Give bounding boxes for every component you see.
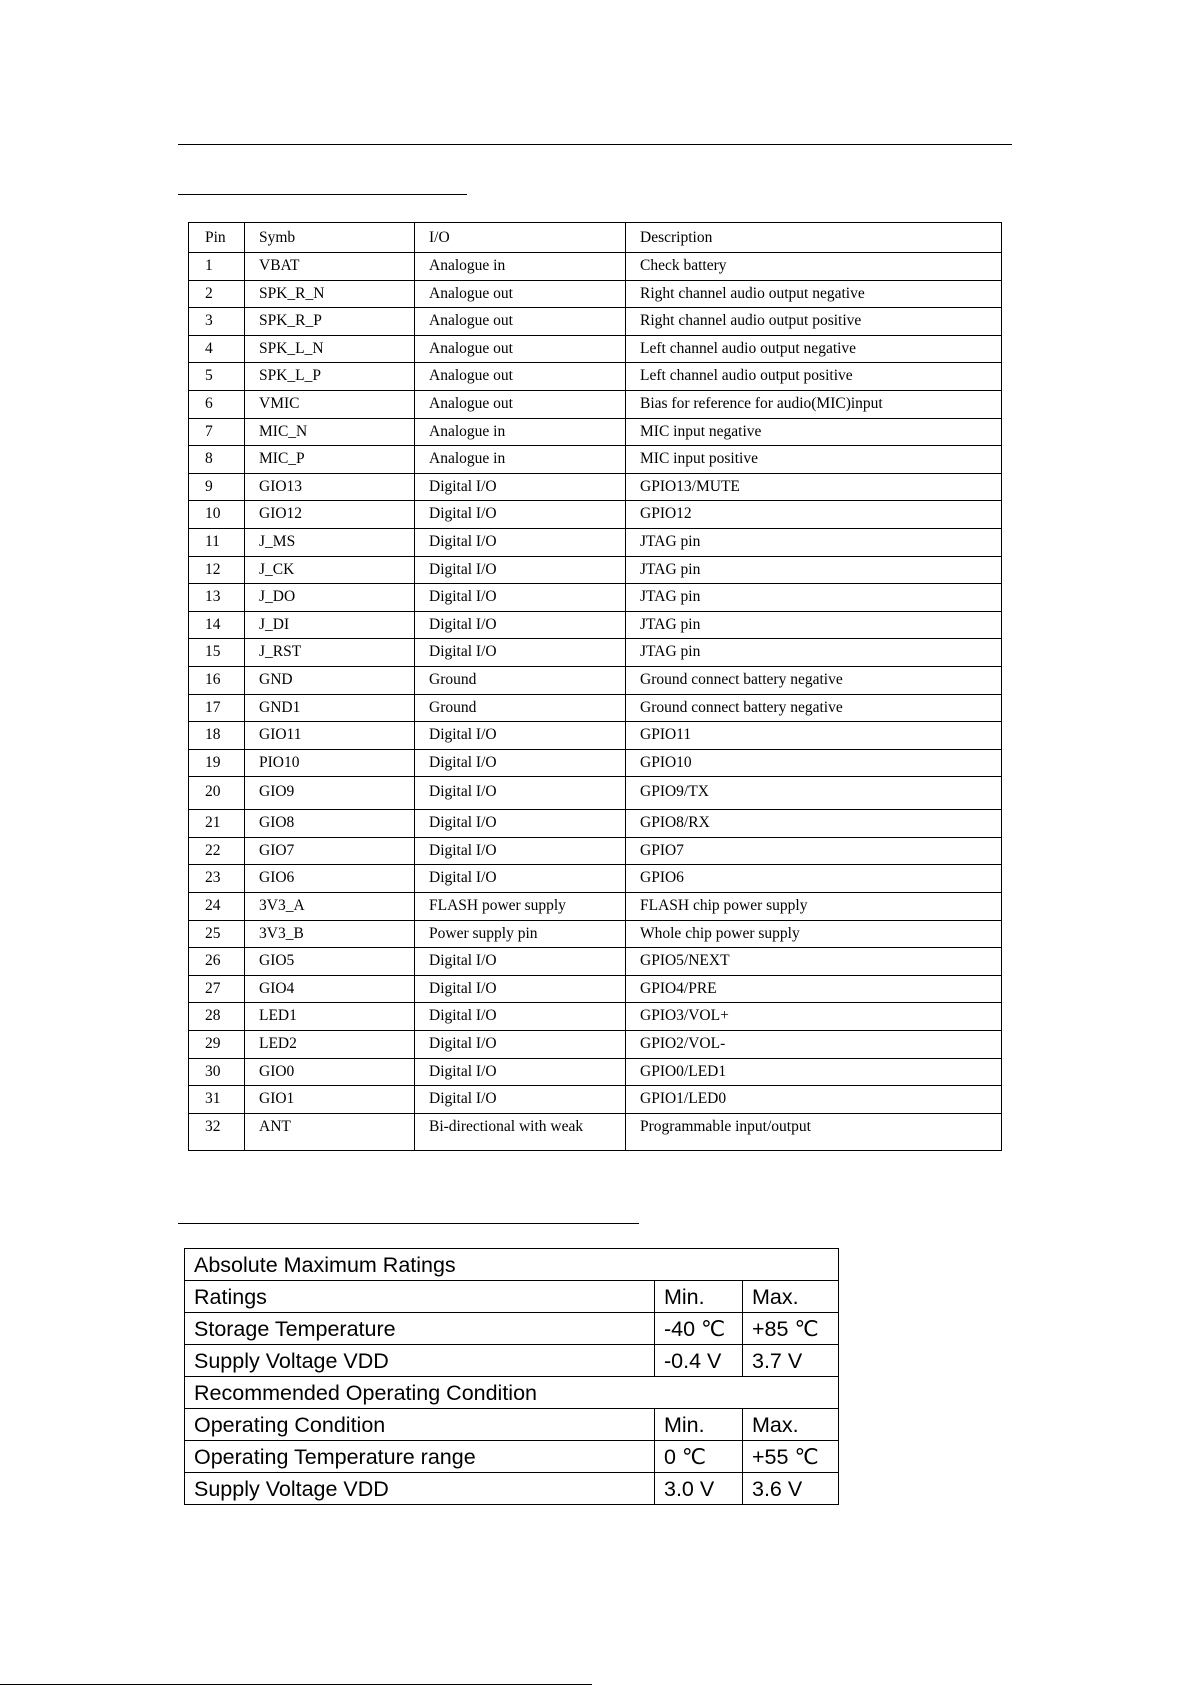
abs-max-title-row [185,1249,839,1281]
table-row [189,722,1002,750]
pin-io-type: Digital I/O [415,501,626,529]
pin-io-type: Analogue out [415,280,626,308]
pin-description: GPIO10 [626,749,1002,777]
rec-op-header-row [185,1409,839,1441]
condition-name: Supply Voltage VDD [185,1473,655,1505]
pin-number: 12 [189,556,245,584]
pin-io-type: Digital I/O [415,528,626,556]
pin-io-type: Bi-directional with weak [415,1113,626,1150]
pin-number: 24 [189,893,245,921]
pin-description: GPIO12 [626,501,1002,529]
pin-number: 26 [189,948,245,976]
header-pin: Pin [189,223,245,253]
table-row [189,473,1002,501]
table-row [189,694,1002,722]
table-row [189,308,1002,336]
pin-symbol: J_MS [245,528,415,556]
header-description: Description [626,223,1002,253]
pin-io-type: Analogue in [415,253,626,281]
rating-min: -40 ℃ [655,1313,743,1345]
pin-description: GPIO5/NEXT [626,948,1002,976]
pin-number: 16 [189,666,245,694]
pin-symbol: MIC_P [245,446,415,474]
pin-number: 3 [189,308,245,336]
pin-description: GPIO4/PRE [626,975,1002,1003]
table-row [189,280,1002,308]
pin-number: 28 [189,1003,245,1031]
condition-name: Operating Temperature range [185,1441,655,1473]
condition-header-min: Min. [655,1409,743,1441]
condition-header-max: Max. [743,1409,839,1441]
ratings-header-max: Max. [743,1281,839,1313]
pin-description: JTAG pin [626,611,1002,639]
rec-op-title: Recommended Operating Condition [185,1377,839,1409]
pin-io-type: Analogue in [415,446,626,474]
pin-symbol: GIO1 [245,1086,415,1114]
table-row [185,1473,839,1505]
header-symbol: Symb [245,223,415,253]
pin-number: 32 [189,1113,245,1150]
pin-description: MIC input negative [626,418,1002,446]
table-row [189,893,1002,921]
pin-number: 22 [189,837,245,865]
top-rule [178,144,1012,145]
condition-min: 0 ℃ [655,1441,743,1473]
table-row [189,837,1002,865]
pin-description: Bias for reference for audio(MIC)input [626,390,1002,418]
pin-number: 30 [189,1058,245,1086]
pin-table-header [189,223,1002,253]
pin-description: Left channel audio output negative [626,335,1002,363]
rating-min: -0.4 V [655,1345,743,1377]
pin-description: Programmable input/output [626,1113,1002,1150]
pin-io-type: Digital I/O [415,584,626,612]
pin-description: FLASH chip power supply [626,893,1002,921]
pin-io-type: Digital I/O [415,1058,626,1086]
pin-io-type: Digital I/O [415,1003,626,1031]
table-row [189,1086,1002,1114]
pin-description: JTAG pin [626,584,1002,612]
pin-description: GPIO2/VOL- [626,1031,1002,1059]
table-row [189,865,1002,893]
condition-max: 3.6 V [743,1473,839,1505]
pin-io-type: Ground [415,694,626,722]
ratings-table [184,1248,839,1505]
pin-number: 31 [189,1086,245,1114]
abs-max-header-row [185,1281,839,1313]
pin-symbol: GIO9 [245,777,415,810]
pin-symbol: SPK_R_P [245,308,415,336]
pin-description: GPIO0/LED1 [626,1058,1002,1086]
table-row [189,948,1002,976]
table-row [189,363,1002,391]
pin-description: JTAG pin [626,639,1002,667]
pin-symbol: J_DI [245,611,415,639]
pin-number: 7 [189,418,245,446]
table-row [189,666,1002,694]
pin-io-type: Digital I/O [415,749,626,777]
table-row [189,1031,1002,1059]
pin-symbol: SPK_L_P [245,363,415,391]
pin-symbol: 3V3_B [245,920,415,948]
pin-symbol: GIO7 [245,837,415,865]
ratings-header-label: Ratings [185,1281,655,1313]
section-heading-underline-pins [178,194,467,195]
pin-description: MIC input positive [626,446,1002,474]
pin-description: GPIO6 [626,865,1002,893]
pin-symbol: VBAT [245,253,415,281]
pin-io-type: Digital I/O [415,1031,626,1059]
ratings-header-min: Min. [655,1281,743,1313]
pin-table-body [189,253,1002,1151]
pin-number: 9 [189,473,245,501]
rating-max: +85 ℃ [743,1313,839,1345]
pin-symbol: ANT [245,1113,415,1150]
table-row [189,390,1002,418]
pin-symbol: SPK_R_N [245,280,415,308]
pin-description: Right channel audio output negative [626,280,1002,308]
table-row [189,1058,1002,1086]
pin-io-type: Digital I/O [415,639,626,667]
pin-description: Left channel audio output positive [626,363,1002,391]
condition-header-label: Operating Condition [185,1409,655,1441]
pin-number: 2 [189,280,245,308]
table-row [189,253,1002,281]
rating-max: 3.7 V [743,1345,839,1377]
table-row [189,1003,1002,1031]
pin-io-type: Digital I/O [415,948,626,976]
pin-symbol: MIC_N [245,418,415,446]
rating-name: Storage Temperature [185,1313,655,1345]
pin-description: GPIO8/RX [626,810,1002,838]
pin-description: GPIO9/TX [626,777,1002,810]
pin-number: 23 [189,865,245,893]
pin-io-type: Digital I/O [415,975,626,1003]
pin-number: 5 [189,363,245,391]
table-row [189,501,1002,529]
pin-io-type: FLASH power supply [415,893,626,921]
table-row [189,1113,1002,1150]
pin-description: Ground connect battery negative [626,694,1002,722]
pin-symbol: GIO8 [245,810,415,838]
table-row [189,556,1002,584]
pin-symbol: GND [245,666,415,694]
pin-number: 14 [189,611,245,639]
pin-symbol: LED2 [245,1031,415,1059]
pin-number: 1 [189,253,245,281]
pin-symbol: PIO10 [245,749,415,777]
pin-symbol: GIO4 [245,975,415,1003]
condition-min: 3.0 V [655,1473,743,1505]
pin-description: GPIO11 [626,722,1002,750]
pin-number: 27 [189,975,245,1003]
table-row [189,584,1002,612]
pin-io-type: Digital I/O [415,722,626,750]
pin-number: 6 [189,390,245,418]
table-row [185,1441,839,1473]
pin-number: 29 [189,1031,245,1059]
pin-description: Check battery [626,253,1002,281]
pin-symbol: J_DO [245,584,415,612]
pin-description-table [188,222,1002,1151]
pin-io-type: Analogue in [415,418,626,446]
abs-max-title: Absolute Maximum Ratings [185,1249,839,1281]
pin-symbol: GIO5 [245,948,415,976]
pin-description: JTAG pin [626,556,1002,584]
pin-io-type: Analogue out [415,335,626,363]
pin-symbol: GIO13 [245,473,415,501]
pin-symbol: GIO11 [245,722,415,750]
rec-op-title-row [185,1377,839,1409]
pin-symbol: LED1 [245,1003,415,1031]
pin-number: 19 [189,749,245,777]
table-row [189,418,1002,446]
table-row [185,1345,839,1377]
pin-description: Whole chip power supply [626,920,1002,948]
pin-symbol: VMIC [245,390,415,418]
pin-io-type: Digital I/O [415,837,626,865]
table-row [189,639,1002,667]
pin-symbol: GIO6 [245,865,415,893]
pin-number: 8 [189,446,245,474]
pin-number: 18 [189,722,245,750]
pin-io-type: Analogue out [415,390,626,418]
pin-io-type: Digital I/O [415,611,626,639]
pin-io-type: Power supply pin [415,920,626,948]
pin-number: 20 [189,777,245,810]
pin-symbol: GIO0 [245,1058,415,1086]
pin-io-type: Analogue out [415,308,626,336]
condition-max: +55 ℃ [743,1441,839,1473]
table-row [189,920,1002,948]
pin-description: Right channel audio output positive [626,308,1002,336]
pin-description: GPIO1/LED0 [626,1086,1002,1114]
pin-description: GPIO13/MUTE [626,473,1002,501]
pin-number: 10 [189,501,245,529]
pin-number: 21 [189,810,245,838]
pin-io-type: Digital I/O [415,473,626,501]
pin-symbol: GIO12 [245,501,415,529]
pin-number: 11 [189,528,245,556]
pin-description: GPIO3/VOL+ [626,1003,1002,1031]
pin-description: Ground connect battery negative [626,666,1002,694]
table-row [189,446,1002,474]
pin-io-type: Digital I/O [415,865,626,893]
table-row [189,335,1002,363]
pin-symbol: 3V3_A [245,893,415,921]
pin-symbol: J_RST [245,639,415,667]
pin-io-type: Analogue out [415,363,626,391]
pin-number: 13 [189,584,245,612]
pin-io-type: Digital I/O [415,556,626,584]
table-row [189,749,1002,777]
table-row [189,611,1002,639]
pin-io-type: Digital I/O [415,1086,626,1114]
pin-description: JTAG pin [626,528,1002,556]
pin-number: 4 [189,335,245,363]
table-row [189,975,1002,1003]
pin-description: GPIO7 [626,837,1002,865]
rating-name: Supply Voltage VDD [185,1345,655,1377]
header-io: I/O [415,223,626,253]
table-row [189,777,1002,810]
table-row [189,528,1002,556]
pin-symbol: GND1 [245,694,415,722]
pin-io-type: Digital I/O [415,810,626,838]
pin-number: 15 [189,639,245,667]
table-row [189,810,1002,838]
section-heading-underline-ratings [178,1223,639,1224]
table-row [185,1313,839,1345]
pin-io-type: Ground [415,666,626,694]
pin-symbol: J_CK [245,556,415,584]
pin-number: 25 [189,920,245,948]
pin-io-type: Digital I/O [415,777,626,810]
pin-number: 17 [189,694,245,722]
pin-symbol: SPK_L_N [245,335,415,363]
